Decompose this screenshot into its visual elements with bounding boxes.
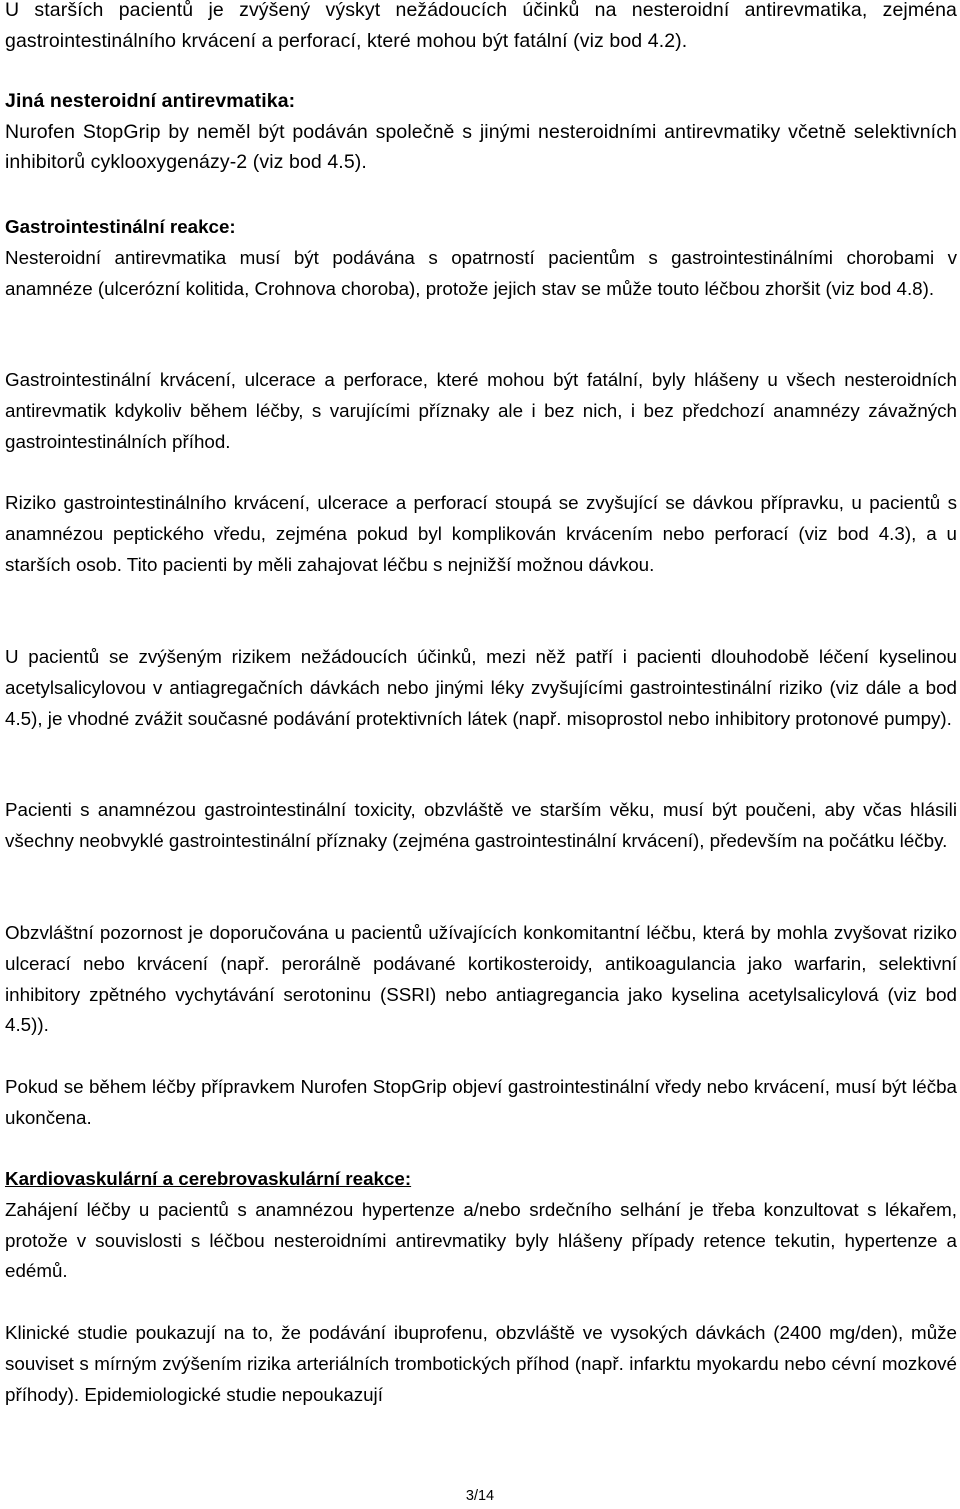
- cardio-section: [5, 1164, 957, 1287]
- gi-reactions-text: Nesteroidní antirevmatika musí být podávána s opatrností pacientům s gastrointestinálními chorobami v anamnéze (ulcerózní kolitida, Crohnova choroba), protože jejich stav se může touto léčbou zhoršit (viz bod 4.8).: [5, 246, 957, 299]
- gi-reactions-heading: Gastrointestinální reakce:: [5, 216, 236, 237]
- concomitant-treatment-paragraph: Obzvláštní pozornost je doporučována u pacientů užívajících konkomitantní léčbu, která by mohla zvyšovat riziko ulcerací nebo krvácení (např. perorálně podávané kortikosteroidy, antikoagulancia jako warfarin, selektivní inhibitory zpětného vychytávání serotoninu (SSRI) nebo antiagregancia jako kyselina acetylsalicylová (viz bod 4.5)).: [5, 922, 957, 1036]
- page-number: 3/14: [465, 1488, 495, 1504]
- gi-reactions-section: [5, 212, 957, 304]
- gi-toxicity-paragraph: Pacienti s anamnézou gastrointestinální toxicity, obzvláště ve starším věku, musí být poučeni, aby včas hlásili všechny neobvyklé gastrointestinální příznaky (zejména gastrointestinální krvácení), především na počátku léčby.: [5, 799, 957, 851]
- other-nsaids-text: Nurofen StopGrip by neměl být podáván společně s jinými nesteroidními antirevmatiky včetně selektivních inhibitorů cyklooxygenázy-2 (viz bod 4.5).: [5, 120, 957, 173]
- gi-risk-paragraph: Riziko gastrointestinálního krvácení, ulcerace a perforací stoupá se zvyšující se dávkou přípravku, u pacientů s anamnézou peptického vředu, zejména pokud byl komplikován krvácením nebo perforací (viz bod 4.3), a u starších osob. Tito pacienti by měli zahajovat léčbu s nejnižší možnou dávkou.: [5, 492, 957, 575]
- stop-treatment-paragraph: Pokud se během léčby přípravkem Nurofen StopGrip objeví gastrointestinální vředy nebo krvácení, musí být léčba ukončena.: [5, 1076, 957, 1128]
- other-nsaids-heading: Jiná nesteroidní antirevmatika:: [5, 90, 296, 112]
- clinical-studies-paragraph: Klinické studie poukazují na to, že podávání ibuprofenu, obzvláště ve vysokých dávkách (2400 mg/den), může souviset s mírným zvýšením rizika arteriálních trombotických příhod (např. infarktu myokardu nebo cévní mozkové příhody). Epidemiologické studie nepoukazují: [5, 1322, 957, 1405]
- cardio-heading: Kardiovaskulární a cerebrovaskulární reakce:: [5, 1168, 412, 1189]
- intro-paragraph: U starších pacientů je zvýšený výskyt nežádoucích účinků na nesteroidní antirevmatika, zejména gastrointestinálního krvácení a perforací, které mohou být fatální (viz bod 4.2).: [5, 0, 957, 52]
- cardio-text: Zahájení léčby u pacientů s anamnézou hypertenze a/nebo srdečního selhání je třeba konzultovat s lékařem, protože v souvislosti s léčbou nesteroidními antirevmatiky byly hlášeny případy retence tekutin, hypertenze a edémů.: [5, 1198, 957, 1282]
- protective-agents-paragraph: U pacientů se zvýšeným rizikem nežádoucích účinků, mezi něž patří i pacienti dlouhodobě léčení kyselinou acetylsalicylovou v antiagregačních dávkách nebo jinými léky zvyšujícími gastrointestinální riziko (viz dále a bod 4.5), je vhodné zvážit současné podávání protektivních látek (např. misoprostol nebo inhibitory protonové pumpy).: [5, 646, 957, 729]
- gi-bleeding-paragraph: Gastrointestinální krvácení, ulcerace a perforace, které mohou být fatální, byly hlášeny u všech nesteroidních antirevmatik kdykoliv během léčby, s varujícími příznaky ale i bez nich, i bez předchozí anamnézy závažných gastrointestinálních příhod.: [5, 369, 957, 452]
- other-nsaids-section: [5, 86, 957, 178]
